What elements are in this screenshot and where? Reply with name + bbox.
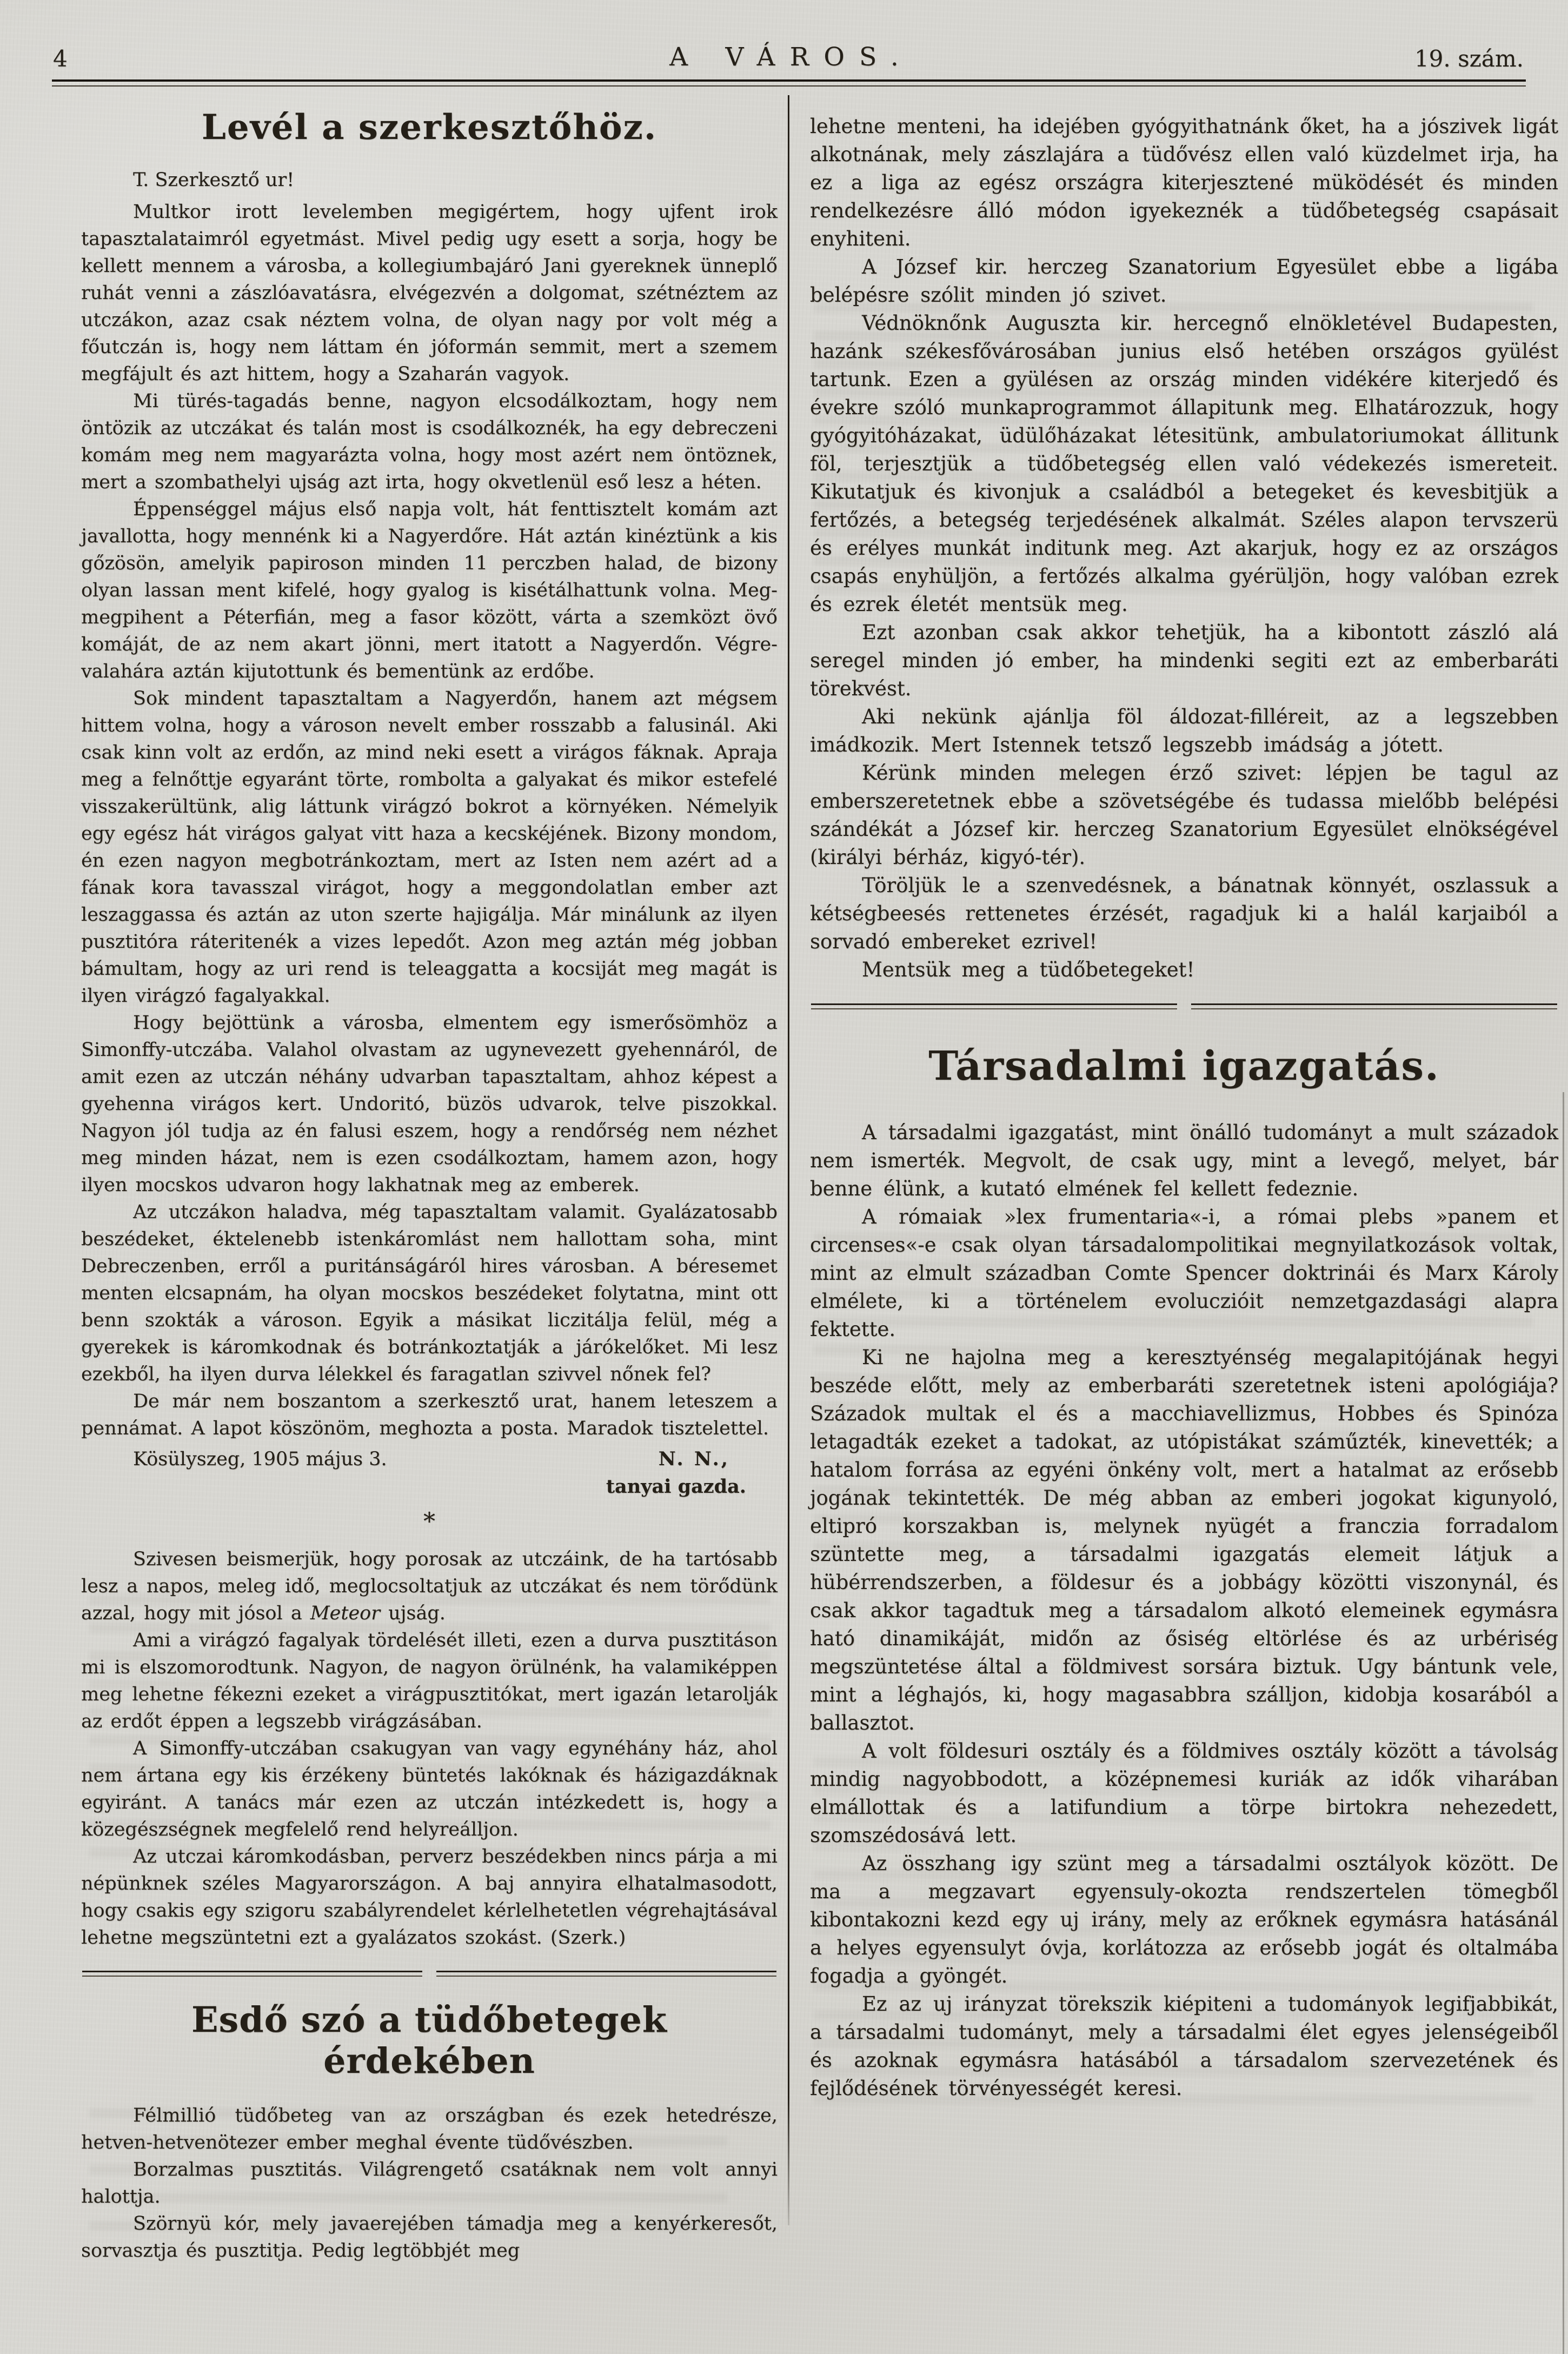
section-divider-rule <box>82 1971 776 1977</box>
letter-paragraph: Éppenséggel május első napja volt, hát fenttisztelt komám azt javallotta, hogy mennénk ki a Nagyerdőre. Hát aztán kinéztünk a kis gőzösön, amelyik papiroson minden 11 perczben halad, de bizony olyan lassan ment kifelé, hogy gyalog is kisétálhattunk volna. Meg-megpihent a Péterfián, meg a fasor között, várta a szemközt övő komáját, de az nem akart jönni, mert itatott a Nagyerdőn. Végre-valahára aztán kijutottunk és bementünk az erdőbe. <box>81 498 778 682</box>
social-article-paragraph: A rómaiak »lex frumentaria«-i, a római plebs »panem et circenses«-e csak olyan társadalompolitikai megnyilatkozások voltak, mint az elmult században Comte Spencer doktrinái és Marx Károly elmélete, ki a történelem evoluczióit nemzetgazdasági alapra fektette. <box>810 1205 1558 1341</box>
column-divider <box>788 95 789 2225</box>
appeal-paragraph: Félmillió tüdőbeteg van az országban és ezek hetedrésze, hetven-hetvenötezer ember meghal évente tüdővészben. <box>81 2105 778 2153</box>
editor-reply-paragraph <box>81 1546 778 1627</box>
separator-asterisk: * <box>423 1508 435 1535</box>
appeal-continuation-paragraph: Kérünk minden melegen érző szivet: lépjen be tagul az emberszeretetnek ebbe a szövetségébe és tudassa mielőbb belépési szándékát a József kir. herczeg Szanatorium Egyesület elnökségével (királyi bérház, kigyó-tér). <box>810 761 1558 869</box>
letter-paragraph: Hogy bejöttünk a városba, elmentem egy ismerősömhöz a Simonffy-utczába. Valahol olvastam az ugynevezett gyehennáról, de amit ezen az utczán néhány udvarban tapasztaltam, ahhoz képest a gyehenna virágos kert. Undoritó, büzös udvarok, telve piszokkal. Nagyon jól tudja az én falusi eszem, hogy a rendőrség nem nézhet meg minden házat, nem is ezen csodálkoztam, hamem azon, hogy ilyen mocskos udvaron hogy lakhatnak meg az emberek. <box>81 1012 778 1196</box>
editor-reply-text: Szivesen beismerjük, hogy porosak az utczáink, de ha tartósabb lesz a napos, meleg idő, meglocsoltatjuk az utczákat és nem törődünk azzal, hogy mit jósol a <box>81 1548 778 1624</box>
appeal-paragraph: Borzalmas pusztitás. Világrengető csatáknak nem volt annyi halottja. <box>81 2159 778 2207</box>
letter-signature-name: N. N., <box>658 1448 730 1470</box>
letter-paragraph: Sok mindent tapasztaltam a Nagyerdőn, hanem azt mégsem hittem volna, hogy a városon nevelt ember rosszabb a falusinál. Aki csak kinn volt az erdőn, az mind neki esett a virágos fáknak. Apraja meg a felnőttje egyaránt törte, rombolta a galyakat és mikor estefelé visszakerültünk, alig láttunk virágzó bokrot a környéken. Némelyik egy egész hát virágos galyat vitt haza a kecskéjének. Bizony mondom, én ezen nagyon megbotránkoztam, mert az Isten nem azért ad a fának kora tavasszal virágot, hogy a meggondolatlan ember azt leszaggassa és aztán az uton szerte hajigálja. Már minálunk az ilyen pusztitóra ráteritenék a vizes lepedőt. Azon meg aztán még jobban bámultam, hogy az uri rend is teleaggatta a kocsiját meg magát is ilyen virágzó fagalyakkal. <box>81 688 778 1007</box>
right-column <box>810 93 1558 2103</box>
letter-signature-row <box>81 1445 778 1473</box>
editor-reply-paragraph: Az utczai káromkodásban, perverz beszédekben nincs párja a mi népünknek széles Magyarországon. A baj annyira elhatalmasodott, hogy csakis egy szigoru szabályrendelet kérlelhetetlen végrehajtásával lehetne megszüntetni ezt a gyalázatos szokást. (Szerk.) <box>81 1846 778 1949</box>
article-title-letter-to-editor: Levél a szerkesztőhöz. <box>201 107 657 148</box>
appeal-continuation-paragraph: Töröljük le a szenvedésnek, a bánatnak könnyét, oszlassuk a kétségbeesés rettenetes érzését, ragadjuk ki a halál karjaiból a sorvadó embereket ezrivel! <box>810 874 1558 953</box>
letter-dateline: Kösülyszeg, 1905 május 3. <box>133 1448 387 1470</box>
social-article-paragraph: A társadalmi igazgatást, mint önálló tudományt a mult századok nem ismerték. Megvolt, de csak ugy, mint a levegő, melyet, bár benne élünk, a kutató elmének fel kellett fedeznie. <box>810 1121 1558 1200</box>
letter-paragraph: Mi türés-tagadás benne, nagyon elcsodálkoztam, hogy nem öntözik az utczákat és talán most is csodálkoznék, ha egy debreczeni komám meg nem magyarázta volna, hogy most azért nem öntöznek, mert a szombathelyi ujság azt irta, hogy okvetlenül eső lesz a héten. <box>81 390 778 493</box>
letter-salutation: T. Szerkesztő ur! <box>133 169 295 191</box>
appeal-continuation-paragraph: Ezt azonban csak akkor tehetjük, ha a kibontott zászló alá seregel minden jó ember, ha mindenki segiti ezt az emberbaráti törekvést. <box>810 621 1558 700</box>
page-number: 4 <box>53 45 68 72</box>
scan-edge-shadow <box>1563 1092 1564 2354</box>
issue-number: 19. szám. <box>1414 45 1524 72</box>
letter-paragraph: De már nem boszantom a szerkesztő urat, hanem leteszem a pennámat. A lapot köszönöm, meghozta a posta. Maradok tisztelettel. <box>81 1391 778 1439</box>
appeal-paragraph: Szörnyü kór, mely javaerejében támadja meg a kenyérkeresőt, sorvasztja és pusztitja. Pedig legtöbbjét meg <box>81 2213 778 2262</box>
letter-signature-role: tanyai gazda. <box>606 1475 746 1498</box>
masthead-title: A VÁROS. <box>669 42 914 72</box>
letter-paragraph: Az utczákon haladva, még tapasztaltam valamit. Gyalázatosabb beszédeket, éktelenebb istenkáromlást nem hallottam soha, mint Debreczenben, erről a puritánságáról hires városban. A béresemet menten elcsapnám, ha olyan mocskos beszédeket folytatna, mint ott benn szokták a városon. Egyik a másikat liczitálja felül, még a gyerekek is káromkodnak és botránkoztatják a járókelőket. Mi lesz ezekből, ha ilyen durva lélekkel és faragatlan szivvel nőnek fel? <box>81 1201 778 1385</box>
appeal-continuation-paragraph: Védnöknőnk Auguszta kir. hercegnő elnökletével Budapesten, hazánk székesfővárosában junius első hetében országos gyülést tartunk. Ezen a gyülésen az ország minden vidékére kiterjedő és évekre szóló munkaprogrammot állapitunk meg. Elhatározzuk, hogy gyógyitóházakat, üdülőházakat létesitünk, ambulatoriumokat állitunk föl, terjesztjük a tüdőbetegség ellen való védekezés ismereteit. Kikutatjuk és kivonjuk a családból a betegeket és kevesbitjük a fertőzés, a betegség terjedésének alkalmát. Széles alapon tervszerü és erélyes munkát inditunk meg. Azt akarjuk, hogy ez az országos csapás enyhüljön, a fertőzés alkalma gyérüljön, hogy valóban ezrek és ezrek életét mentsük meg. <box>810 311 1558 616</box>
article-title-social-administration: Társadalmi igazgatás. <box>928 1043 1440 1089</box>
appeal-continuation-paragraph: Aki nekünk ajánlja föl áldozat-filléreit, az a legszebben imádkozik. Mert Istennek tetsző legszebb imádság a jótett. <box>810 705 1558 756</box>
header-rule <box>52 79 1526 87</box>
left-column <box>81 93 778 2264</box>
editor-reply-text: ujság. <box>380 1602 446 1624</box>
appeal-continuation-paragraph: lehetne menteni, ha idejében gyógyithatnánk őket, ha a jószivek ligát alkotnának, mely zászlajára a tüdővész ellen való küzdelmet irja, ha ez a liga az egész országra kiterjesztené müködését és minden rendelkezésre álló módon igyekeznék a tüdőbetegség csapásait enyhiteni. <box>810 115 1558 250</box>
social-article-paragraph: Ki ne hajolna meg a keresztyénség megalapitójának hegyi beszéde előtt, mely az emberbaráti szeretetnek isteni apológiája? Századok multak el és a macchiavellizmus, Hobbes és Spinóza letagadták ezeket a tadokat, az utópistákat száműzték, kinevették; a hatalom forrása az egyéni önkény volt, mert a hatalmat az erősebb jogának tekintették. De még abban az emberi jogokat kigunyoló, eltipró korszakban is, melynek nyügét a franczia forradalom szüntette meg, a társadalmi igazgatás elemeit látjuk a hübérrendszerben, a földesur és a jobbágy közötti viszonynál, és csak akkor tagadtuk meg a társadalom alkotó elemeinek egymásra ható dinamikáját, midőn az ősiség eltörlése és az urbériség megszüntetése által a földmivest sorsára biztuk. Ugy bántunk vele, mint a léghajós, ki, hogy magasabbra szálljon, kidobja kosarából a ballasztot. <box>810 1346 1558 1734</box>
appeal-continuation-paragraph: A József kir. herczeg Szanatorium Egyesület ebbe a ligába belépésre szólit minden jó szivet. <box>810 255 1558 307</box>
letter-paragraph: Multkor irott levelemben megigértem, hogy ujfent irok tapasztalataimról egyetmást. Mivel pedig ugy esett a sorja, hogy be kellett mennem a városba, a kollegiumbajáró Jani gyereknek ünneplő ruhát venni a zászlóavatásra, elvégezvén a dolgomat, szétnéztem az utczákon, azaz csak néztem volna, de olyan nagy por volt még a főutczán is, hogy nem láttam én jóformán semmit, mert a szemem megfájult és azt hittem, hogy a Szaharán vagyok. <box>81 201 778 385</box>
appeal-closing-line: Mentsük meg a tüdőbetegeket! <box>862 958 1195 981</box>
social-article-paragraph: Az összhang igy szünt meg a társadalmi osztályok között. De ma a megzavart egyensuly-okozta rendszertelen tömegből kibontakozni kezd egy uj irány, mely az erőknek egymásra hatásánál a helyes egyensulyt óvja, korlátozza az erősebb jogát és oltalmába fogadja a gyöngét. <box>810 1852 1558 1987</box>
social-article-paragraph: Ez az uj irányzat törekszik kiépiteni a tudományok legifjabbikát, a társadalmi tudományt, mely a társadalmi élet egyes jelenségeiből és azoknak egymásra hatásából a társadalom szervezetének és fejlődésének törvényességét keresi. <box>810 1992 1558 2100</box>
editor-reply-paragraph: A Simonffy-utczában csakugyan van vagy egynéhány ház, ahol nem ártana egy kis érzékeny büntetés lakóknak és házigazdáknak egyiránt. A tanács már ezen az utczán intézkedett is, hogy a közegészségnek megfelelő rend helyreálljon. <box>81 1738 778 1840</box>
editor-reply-paragraph: Ami a virágzó fagalyak tördelését illeti, ezen a durva pusztitáson mi is elszomorodtunk. Nagyon, de nagyon örülnénk, ha valamiképpen meg lehetne fékezni ezeket a virágpusztitókat, mert igazán letarolják az erdőt éppen a legszebb virágzásában. <box>81 1630 778 1732</box>
article-title-appeal-tuberculosis: Esdő szó a tüdőbetegek érdekében <box>191 1999 667 2082</box>
meteor-journal-italic: Meteor <box>310 1602 380 1624</box>
social-article-paragraph: A volt földesuri osztály és a földmives osztály között a távolság mindig nagyobbodott, a középnemesi kuriák az idők viharában elmállottak és a latifundium a törpe birtokra nehezedett, szomszédosává lett. <box>810 1739 1558 1847</box>
section-divider-rule <box>811 1003 1557 1009</box>
